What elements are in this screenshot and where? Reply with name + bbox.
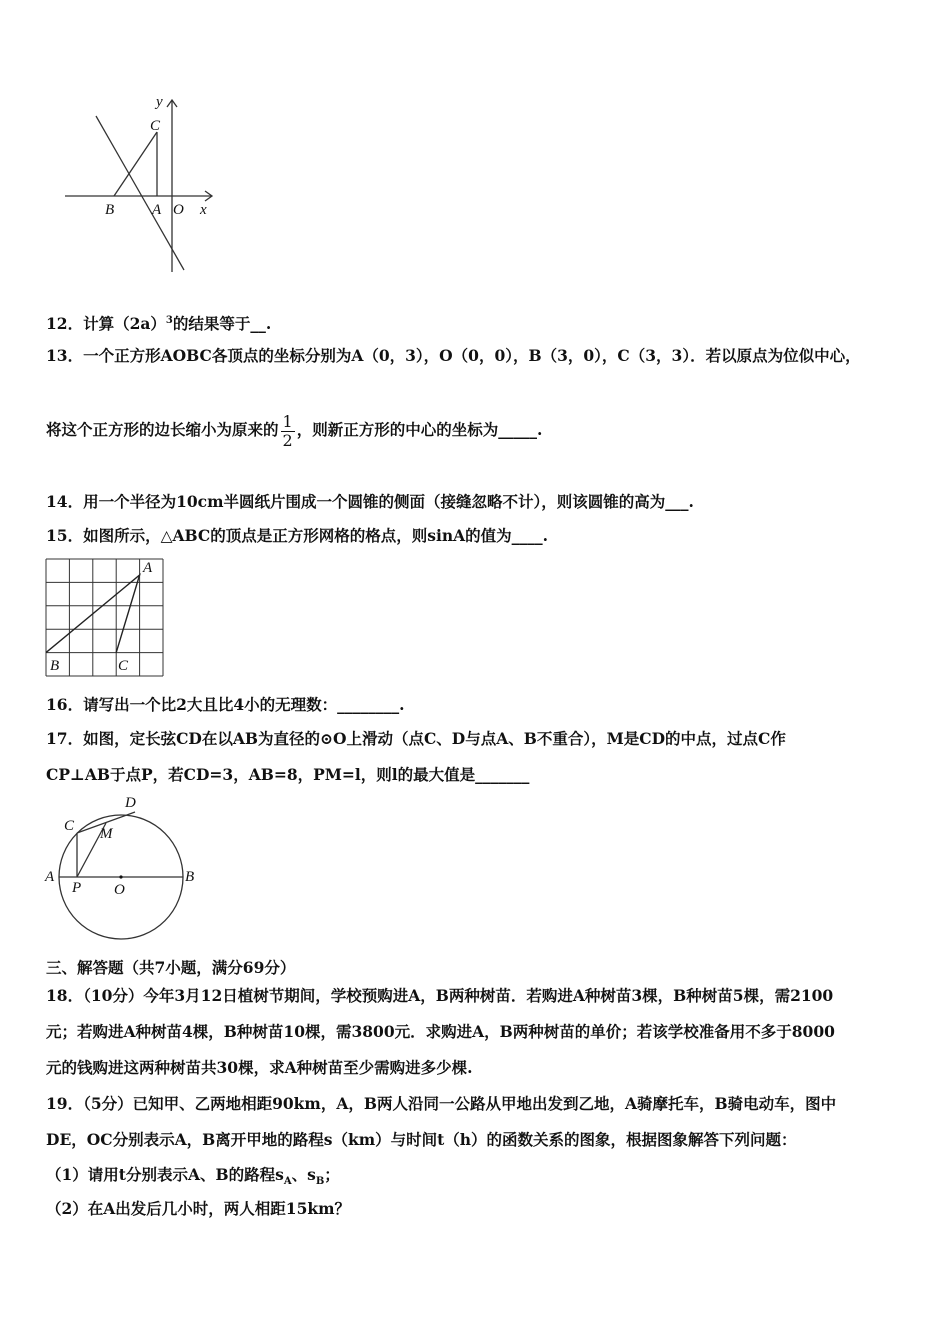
circle-label-p: P bbox=[72, 880, 82, 896]
grid-label-b: B bbox=[50, 658, 60, 674]
grid-label-c: C bbox=[118, 658, 129, 674]
section-heading: 三、解答题（共7小题，满分69分） bbox=[46, 958, 296, 977]
circle-label-o: O bbox=[114, 882, 125, 898]
q12-tail: 的结果等于__. bbox=[172, 314, 272, 334]
q12-text: 12．计算（2a） bbox=[46, 314, 166, 334]
point-label-a: A bbox=[152, 202, 162, 218]
question-18-line2: 元；若购进A种树苗4棵，B种树苗10棵，需3800元．求购进A，B两种树苗的单价；若该学校准备用不多于8000 bbox=[46, 1022, 835, 1041]
question-17-line1: 17．如图，定长弦CD在以AB为直径的⊙O上滑动（点C、D与点A、B不重合），M是CD的中点，过点C作 bbox=[46, 729, 786, 748]
axis-label-x: x bbox=[200, 202, 207, 218]
question-19-sub2: （2）在A出发后几小时，两人相距15km？ bbox=[46, 1199, 351, 1218]
question-13-line2 bbox=[46, 410, 542, 450]
figure-grid-triangle bbox=[40, 555, 170, 681]
circle-label-a: A bbox=[45, 869, 55, 885]
q19-sub1-a: A bbox=[283, 1176, 292, 1188]
q19-sub1-mid: 、s bbox=[291, 1165, 316, 1184]
question-14: 14．用一个半径为10cm半圆纸片围成一个圆锥的侧面（接缝忽略不计），则该圆锥的高为___. bbox=[46, 492, 694, 511]
fraction-numerator: 1 bbox=[282, 411, 293, 431]
question-19-line2: DE，OC分别表示A，B离开甲地的路程s（km）与时间t（h）的函数关系的图象，根据图象解答下列问题： bbox=[46, 1130, 797, 1149]
q19-sub1-end: ； bbox=[324, 1165, 340, 1184]
question-15: 15．如图所示，△ABC的顶点是正方形网格的格点，则sinA的值为____. bbox=[46, 526, 549, 545]
question-19-sub1 bbox=[46, 1165, 340, 1192]
circle-label-b: B bbox=[185, 869, 195, 885]
question-18-line1: 18．（10分）今年3月12日植树节期间，学校预购进A，B两种树苗．若购进A种树苗3棵，B种树苗5棵，需2100 bbox=[46, 986, 834, 1005]
point-label-b: B bbox=[105, 202, 115, 218]
question-17-line2: CP⊥AB于点P，若CD=3，AB=8，PM=l，则l的最大值是_______ bbox=[46, 765, 530, 784]
q13-pre: 将这个正方形的边长缩小为原来的 bbox=[46, 420, 279, 439]
figure-axes bbox=[60, 92, 220, 277]
circle-label-m: M bbox=[100, 826, 113, 842]
q13-post: ，则新正方形的中心的坐标为_____. bbox=[296, 420, 543, 439]
question-18-line3: 元的钱购进这两种树苗共30棵，求A种树苗至少需购进多少棵. bbox=[46, 1058, 473, 1077]
question-13-line1: 13．一个正方形AOBC各顶点的坐标分别为A（0，3），O（0，0），B（3，0），C（3，3）．若以原点为位似中心， bbox=[46, 346, 861, 365]
fraction-denominator: 2 bbox=[282, 430, 293, 450]
question-16: 16．请写出一个比2大且比4小的无理数：________. bbox=[46, 695, 405, 714]
circle-label-d: D bbox=[125, 795, 136, 811]
q19-sub1-b: B bbox=[315, 1176, 325, 1188]
figure-circle bbox=[40, 790, 210, 945]
q12-exponent: 3 bbox=[165, 315, 173, 326]
q19-sub1-pre: （1）请用t分别表示A、B的路程s bbox=[46, 1165, 284, 1184]
question-19-line1: 19．（5分）已知甲、乙两地相距90km，A，B两人沿同一公路从甲地出发到乙地，A骑摩托车，B骑电动车，图中 bbox=[46, 1094, 837, 1113]
axis-label-y: y bbox=[156, 94, 163, 110]
circle-label-c: C bbox=[64, 818, 75, 834]
question-12 bbox=[46, 311, 271, 334]
point-label-c: C bbox=[150, 118, 161, 134]
grid-label-a: A bbox=[143, 560, 153, 576]
point-label-o: O bbox=[173, 202, 184, 218]
fraction-one-half bbox=[281, 413, 295, 450]
